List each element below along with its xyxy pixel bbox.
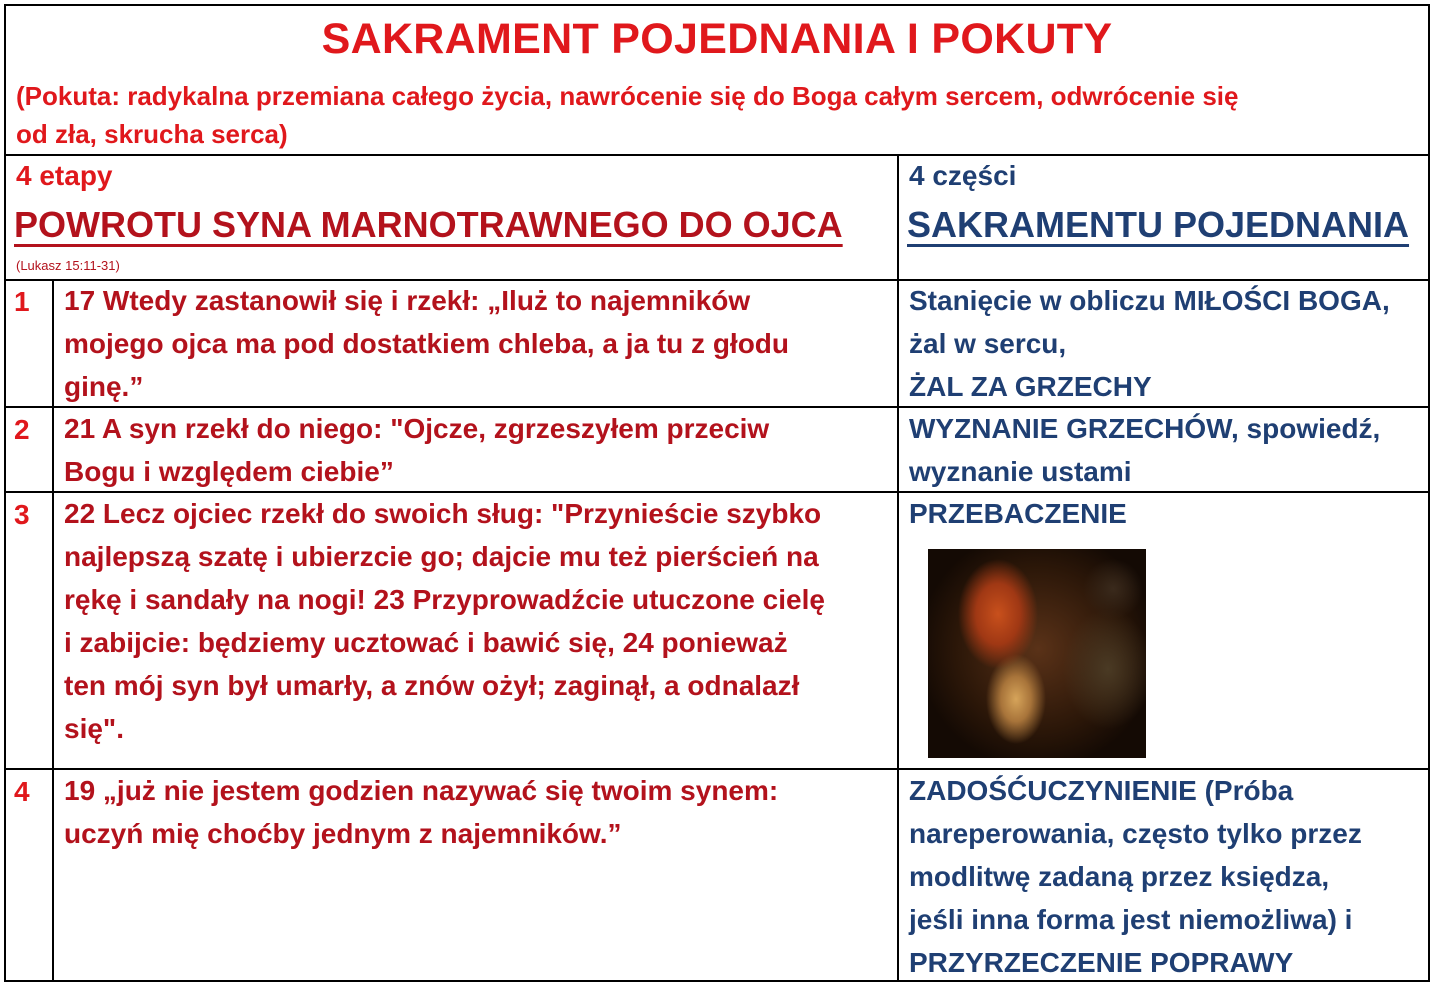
row-2-left-line-2: Bogu i względem ciebie” [64,456,394,487]
divider-middle-column [897,155,899,982]
row-3-left-line-1: 22 Lecz ojciec rzekł do swoich sług: "Przynieście szybko [64,498,822,529]
row-4-right-line-2: nareperowania, często tylko przez [909,818,1362,849]
border-right [1428,4,1430,982]
row-1-right-line-2: żal w sercu, [909,328,1067,359]
row-2-right-text [909,407,1380,493]
prodigal-son-painting-image [928,549,1146,758]
row-3-left-text [64,492,825,750]
row-4-left-line-2: uczyń mię choćby jednym z najemników.” [64,818,622,849]
subtitle-line-1: (Pokuta: radykalna przemiana całego życia, nawrócenie się do Boga całym sercem, odwrócenie się [16,81,1239,111]
row-4-right-line-1: ZADOŚĆUCZYNIENIE (Próba [909,775,1294,806]
row-4-left-text [64,769,778,855]
row-1-right-text [909,279,1390,408]
row-3-left-line-2: najlepszą szatę i ubierzcie go; dajcie mu też pierścień na [64,541,819,572]
divider-number-column [52,280,54,982]
row-2-right-line-1: WYZNANIE GRZECHÓW, spowiedź, [909,413,1381,444]
left-header-small: 4 etapy [16,160,113,191]
row-4-right-line-5: PRZYRZECZENIE POPRAWY [909,947,1294,978]
subtitle-line-2: od zła, skrucha serca) [16,119,288,149]
row-1-right-line-1: Stanięcie w obliczu MIŁOŚCI BOGA, [909,285,1390,316]
row-1-right-line-3: ŻAL ZA GRZECHY [909,371,1152,402]
row-3-left-line-4: i zabijcie: będziemy ucztować i bawić się, 24 ponieważ [64,627,788,658]
row-1-left-line-3: ginę.” [64,371,144,402]
border-top [4,4,1430,6]
row-1-left-text [64,279,789,408]
row-4-number: 4 [14,776,30,807]
row-3-left-line-6: się". [64,713,124,744]
row-2-left-line-1: 21 A syn rzekł do niego: "Ojcze, zgrzeszyłem przeciw [64,413,770,444]
row-3-left-line-5: ten mój syn był umarły, a znów ożył; zaginął, a odnalazł [64,670,800,701]
row-4-right-text [909,769,1362,984]
row-3-right-line-1: PRZEBACZENIE [909,498,1127,529]
row-4-left-line-1: 19 „już nie jestem godzien nazywać się twoim synem: [64,775,779,806]
document-title: SAKRAMENT POJEDNANIA I POKUTY [321,15,1113,63]
right-header-big: SAKRAMENTU POJEDNANIA [907,204,1410,245]
border-left [4,4,6,982]
row-1-left-line-1: 17 Wtedy zastanowił się i rzekł: „Iluż to najemników [64,285,751,316]
row-3-left-line-3: rękę i sandały na nogi! 23 Przyprowadźcie utuczone cielę [64,584,825,615]
row-1-number: 1 [14,286,30,317]
row-1-left-line-2: mojego ojca ma pod dostatkiem chleba, a ja tu z głodu [64,328,790,359]
row-3-number: 3 [14,499,30,530]
left-header-big: POWROTU SYNA MARNOTRAWNEGO DO OJCA [14,204,843,245]
row-3-right-text [909,492,1127,535]
divider-title [4,154,1430,156]
row-4-right-line-3: modlitwę zadaną przez księdza, [909,861,1330,892]
row-4-right-line-4: jeśli inna forma jest niemożliwa) i [909,904,1353,935]
row-2-number: 2 [14,414,30,445]
row-2-right-line-2: wyznanie ustami [909,456,1132,487]
left-header-reference: (Lukasz 15:11-31) [16,258,120,273]
right-header-small: 4 części [909,160,1017,191]
row-2-left-text [64,407,769,493]
